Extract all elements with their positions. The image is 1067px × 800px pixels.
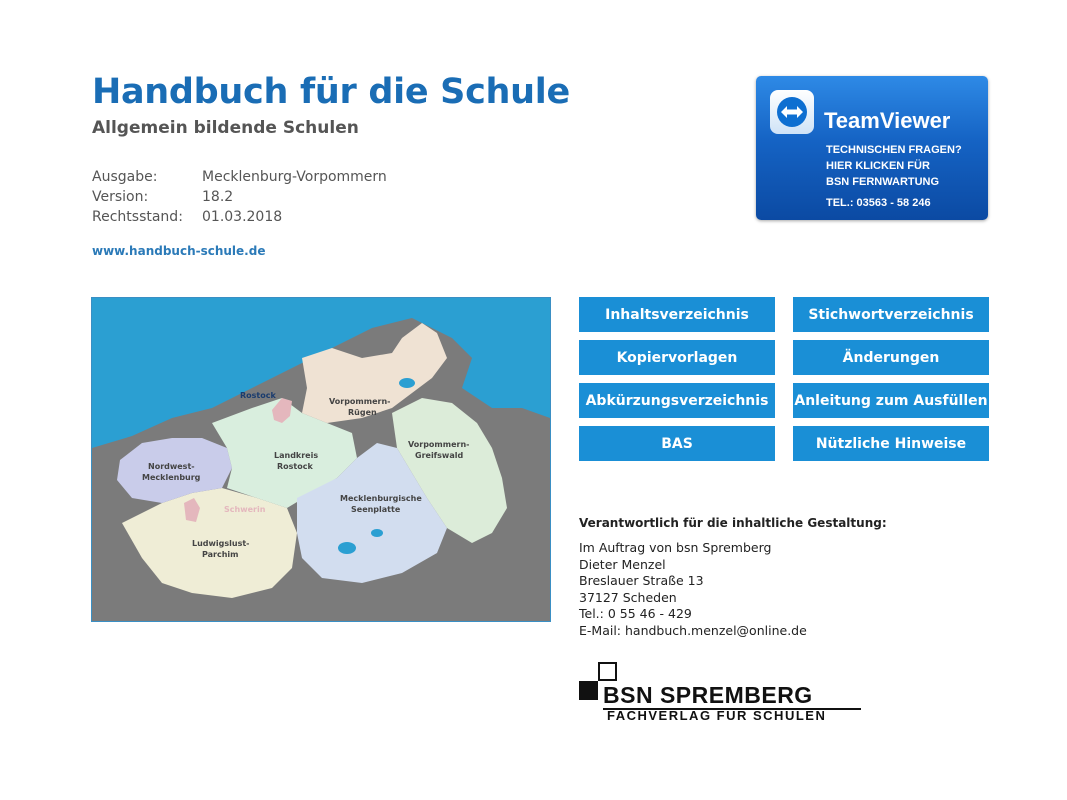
label-vorpommern-greifswald-1: Vorpommern- (408, 440, 470, 449)
contact-line: 37127 Scheden (579, 589, 677, 605)
edition-info (92, 167, 387, 227)
info-key: Version: (92, 189, 149, 205)
anleitung-button[interactable]: Anleitung zum Ausfüllen (793, 383, 989, 418)
page-subtitle: Allgemein bildende Schulen (92, 118, 359, 138)
abkuerzungsverzeichnis-button[interactable]: Abkürzungsverzeichnis (579, 383, 775, 418)
contact-line: Tel.: 0 55 46 - 429 (579, 606, 692, 621)
teamviewer-line: TECHNISCHEN FRAGEN? (826, 144, 962, 156)
website-link[interactable]: www.handbuch-schule.de (92, 244, 266, 258)
bas-button[interactable]: BAS (579, 426, 775, 461)
info-value: 18.2 (202, 189, 234, 205)
info-value: 01.03.2018 (202, 209, 283, 225)
teamviewer-logo-icon (770, 90, 814, 134)
region-map-svg (92, 298, 550, 621)
label-vorpommern-ruegen-2: Rügen (348, 408, 377, 417)
teamviewer-line: BSN FERNWARTUNG (826, 176, 940, 188)
label-rostock: Rostock (240, 391, 276, 400)
bsn-logo (579, 662, 869, 724)
teamviewer-text (826, 142, 962, 190)
contact-address (579, 540, 807, 639)
label-ludwigslust-parchim-1: Ludwigslust- (192, 539, 250, 548)
label-vorpommern-greifswald-2: Greifswald (415, 451, 464, 460)
label-nordwest-mecklenburg-1: Nordwest- (148, 462, 195, 471)
info-key: Ausgabe: (92, 169, 158, 185)
contact-email[interactable]: E-Mail: handbuch.menzel@online.de (579, 622, 807, 638)
responsible-heading: Verantwortlich für die inhaltliche Gestaltung: (579, 516, 887, 530)
aenderungen-button[interactable]: Änderungen (793, 340, 989, 375)
inhaltsverzeichnis-button[interactable]: Inhaltsverzeichnis (579, 297, 775, 332)
lake (338, 542, 356, 554)
lake (371, 529, 383, 537)
contact-line: Im Auftrag von bsn Spremberg (579, 540, 772, 555)
navigation-buttons (579, 297, 989, 461)
logo-square-filled-icon (579, 681, 598, 700)
logo-square-outline-icon (598, 662, 617, 681)
hinweise-button[interactable]: Nützliche Hinweise (793, 426, 989, 461)
info-row-rechtsstand (92, 207, 387, 227)
stichwortverzeichnis-button[interactable]: Stichwortverzeichnis (793, 297, 989, 332)
info-row-version (92, 187, 387, 207)
teamviewer-phone: TEL.: 03563 - 58 246 (826, 197, 931, 209)
label-ludwigslust-parchim-2: Parchim (202, 550, 239, 559)
teamviewer-brand: TeamViewer (824, 108, 951, 133)
page-title: Handbuch für die Schule (92, 72, 570, 112)
contact-line: Dieter Menzel (579, 556, 666, 572)
label-nordwest-mecklenburg-2: Mecklenburg (142, 473, 201, 482)
label-seenplatte-2: Seenplatte (351, 505, 401, 514)
info-value: Mecklenburg-Vorpommern (202, 169, 387, 185)
label-vorpommern-ruegen-1: Vorpommern- (329, 397, 391, 406)
region-map (91, 297, 551, 622)
info-key: Rechtsstand: (92, 209, 183, 225)
info-row-ausgabe (92, 167, 387, 187)
teamviewer-line: HIER KLICKEN FÜR (826, 160, 930, 172)
logo-subtitle: FACHVERLAG FÜR SCHULEN (607, 708, 827, 723)
lake (399, 378, 415, 388)
contact-line: Breslauer Straße 13 (579, 573, 704, 588)
label-seenplatte-1: Mecklenburgische (340, 494, 422, 503)
label-schwerin: Schwerin (224, 505, 266, 514)
logo-name: BSN SPREMBERG (603, 682, 813, 708)
label-landkreis-rostock-1: Landkreis (274, 451, 319, 460)
kopiervorlagen-button[interactable]: Kopiervorlagen (579, 340, 775, 375)
label-landkreis-rostock-2: Rostock (277, 462, 313, 471)
teamviewer-banner[interactable] (756, 76, 988, 220)
